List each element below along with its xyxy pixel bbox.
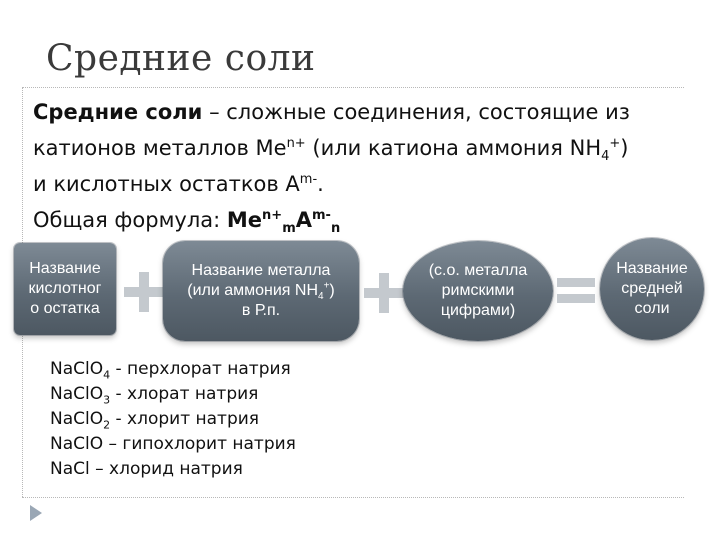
- salt-box-text: [616, 259, 688, 319]
- metal-name-box: [163, 241, 359, 341]
- definition-term: Средние соли: [33, 100, 203, 124]
- metal-box-line-1: Название металла: [191, 262, 331, 279]
- metal-box-line-2-b: ): [329, 282, 335, 299]
- salt-name-box: [600, 238, 704, 340]
- definition-line-3-end: .: [317, 172, 324, 196]
- example-formula: NaCl: [50, 459, 90, 479]
- slide-bullet-icon: [30, 505, 42, 521]
- formula-expression: [226, 208, 341, 237]
- formula-anion-charge: m-: [312, 208, 331, 223]
- equals-icon: [557, 272, 595, 310]
- plus-icon: [124, 272, 164, 312]
- ammonium-subscript: 4: [601, 149, 610, 165]
- acid-residue-line-1: Название: [29, 260, 101, 277]
- example-formula: NaClO: [50, 359, 104, 379]
- formula-anion: A: [295, 208, 312, 232]
- example-name: - хлорит натрия: [110, 409, 260, 429]
- top-divider: [22, 87, 684, 88]
- plus-icon: [364, 273, 404, 313]
- example-name: – хлорид натрия: [89, 459, 243, 479]
- oxidation-box-line-3: цифрами): [440, 302, 516, 319]
- metal-box-line-2-a: (или аммония NH: [187, 282, 319, 299]
- slide-title: Средние соли: [46, 38, 316, 79]
- metal-box-text: [187, 261, 335, 321]
- formula-anion-index: n: [330, 221, 341, 237]
- acid-residue-line-3: о остатка: [30, 300, 100, 317]
- formula-metal-charge: n+: [262, 208, 283, 223]
- example-formula: NaClO: [50, 409, 104, 429]
- example-subscript: 4: [103, 368, 111, 382]
- metal-box-ammonium-subscript: 4: [318, 291, 324, 303]
- oxidation-box-text: [429, 261, 528, 321]
- example-name: – гипохлорит натрия: [103, 434, 296, 454]
- metal-box-line-3: в Р.п.: [241, 302, 281, 319]
- general-formula: [33, 202, 340, 238]
- salt-box-line-1: Название: [616, 260, 688, 277]
- example-name: - хлорат натрия: [110, 384, 259, 404]
- metal-box-line-2: [187, 281, 335, 301]
- example-formula: NaClO: [50, 434, 104, 454]
- metal-charge: n+: [286, 136, 306, 151]
- example-row: [50, 382, 296, 407]
- salt-box-line-3: соли: [634, 300, 670, 317]
- definition-line-3-start: и кислотных остатков A: [33, 172, 300, 196]
- example-name: - перхлорат натрия: [110, 359, 291, 379]
- salt-box-line-2: средней: [621, 280, 683, 297]
- anion-charge: m-: [299, 172, 318, 187]
- definition-line-2-start: катионов металлов Me: [33, 136, 287, 160]
- formula-metal: Me: [226, 208, 263, 232]
- metal-box-ammonium-charge: +: [323, 280, 330, 292]
- acid-residue-name-box: [14, 243, 116, 335]
- definition-line-2: [33, 130, 703, 166]
- example-row: [50, 407, 296, 432]
- formula-label: Общая формула:: [33, 208, 227, 232]
- example-formula: NaClO: [50, 384, 104, 404]
- bottom-divider: [22, 497, 684, 498]
- definition-line-2-end: ): [620, 136, 629, 160]
- oxidation-box-line-2: римскими: [441, 282, 515, 299]
- definition-line-2-middle: (или катиона аммония NH: [305, 136, 602, 160]
- ammonium-charge: +: [609, 136, 621, 151]
- definition-line-1: [33, 94, 703, 130]
- acid-residue-box-text: [29, 259, 102, 319]
- examples-list: [50, 357, 296, 482]
- definition-text: [33, 94, 703, 202]
- example-row: [50, 357, 296, 382]
- example-subscript: 3: [103, 393, 111, 407]
- definition-line-1-rest: – сложные соединения, состоящие из: [202, 100, 630, 124]
- definition-line-3: [33, 166, 703, 202]
- oxidation-state-box: [403, 241, 553, 341]
- example-row: [50, 457, 296, 482]
- formula-metal-index: m: [282, 221, 296, 237]
- example-row: [50, 432, 296, 457]
- example-subscript: 2: [103, 418, 111, 432]
- oxidation-box-line-1: (с.о. металла: [428, 262, 528, 279]
- acid-residue-line-2: кислотног: [28, 280, 102, 297]
